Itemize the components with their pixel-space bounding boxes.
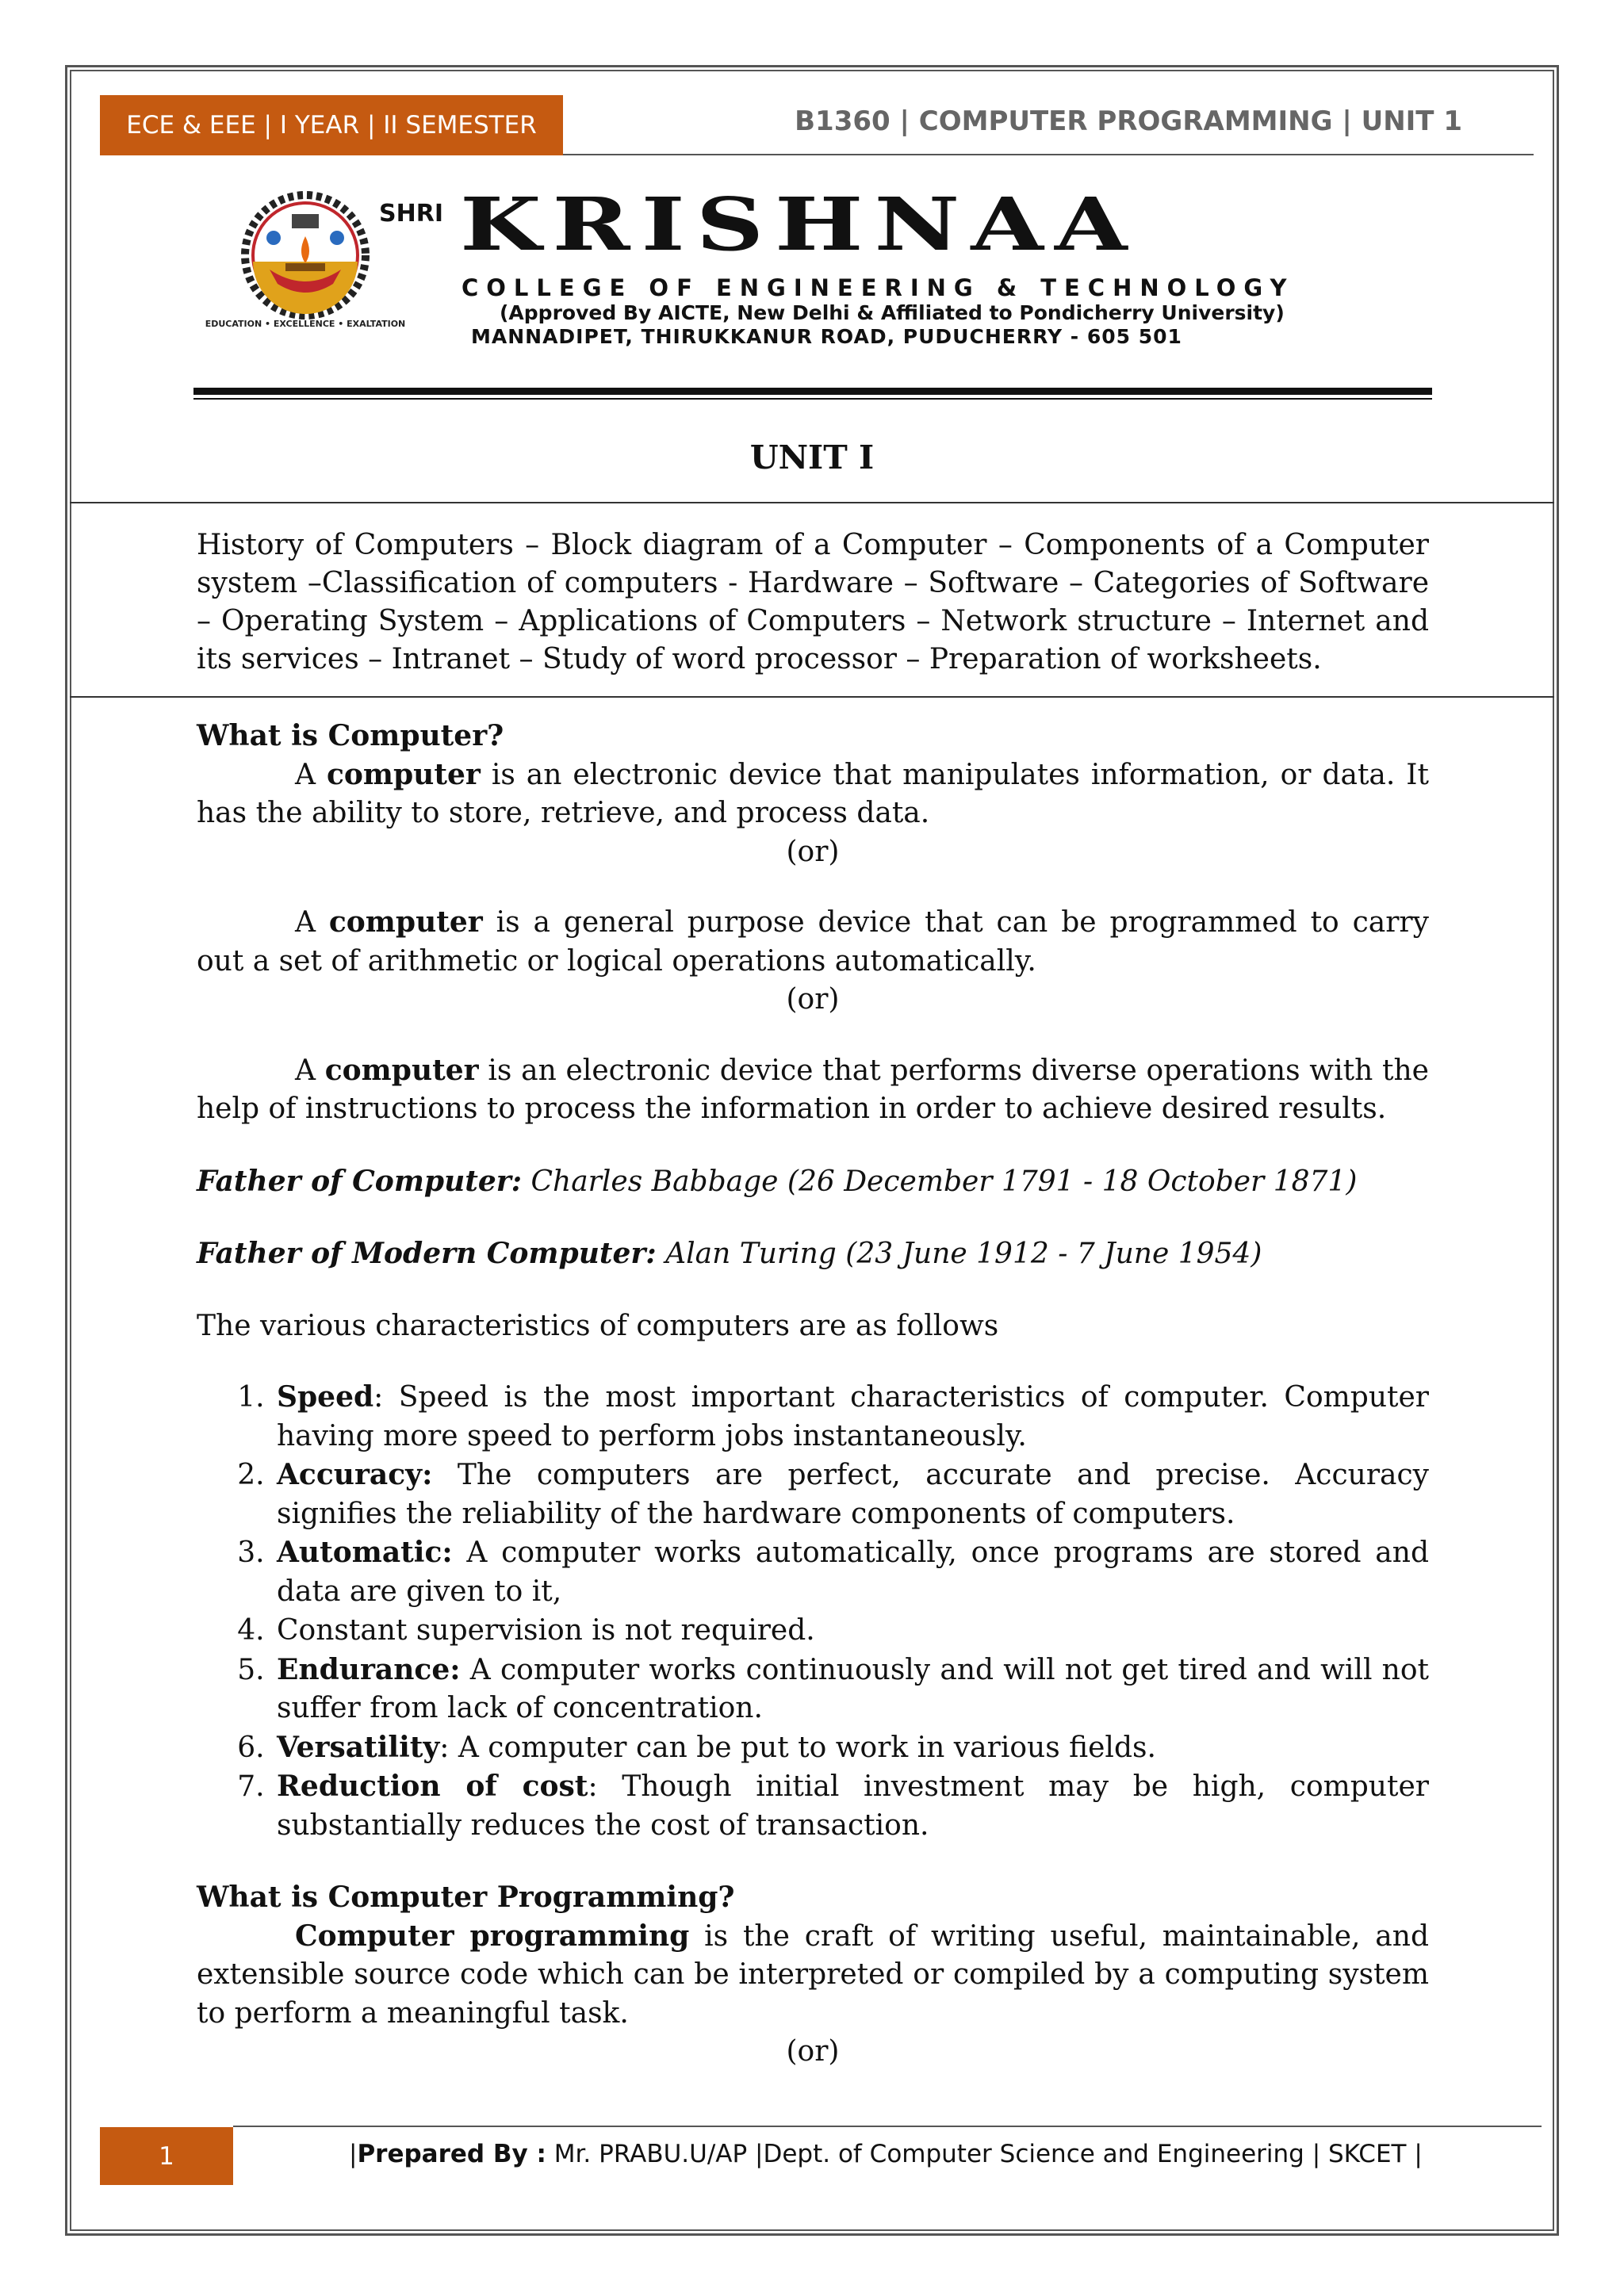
definition-term: computer bbox=[326, 757, 481, 791]
header-semester-text: ECE & EEE | I YEAR | II SEMESTER bbox=[126, 111, 537, 140]
list-item: 4. Constant supervision is not required. bbox=[274, 1611, 1429, 1651]
definition-3: A computer is an electronic device that performs diverse operations with the help of instructions to process the information in order to achieve desired results. bbox=[197, 1053, 1429, 1125]
list-item: 2. Accuracy: The computers are perfect, accurate and precise. Accuracy signifies the reliability of the hardware components of computers. bbox=[274, 1456, 1429, 1533]
page-number-tab bbox=[100, 2127, 233, 2185]
list-item: 7. Reduction of cost: Though initial investment may be high, computer substantially reduces the cost of transaction. bbox=[274, 1767, 1429, 1845]
seal-motto: EDUCATION • EXCELLENCE • EXALTATION bbox=[205, 319, 406, 329]
page-number: 1 bbox=[159, 2141, 174, 2171]
college-subtitle: COLLEGE OF ENGINEERING & TECHNOLOGY bbox=[462, 274, 1295, 301]
section-divider-top bbox=[70, 502, 1554, 503]
unit-title: UNIT I bbox=[749, 438, 875, 476]
syllabus-text: History of Computers – Block diagram of a Computer – Components of a Computer system –Classification of computers - Hardware – Software – Categories of Software – Operating System – Applications of Computers – Network structure – Internet and its services – Intranet – Study of word processor – Preparation of worksheets. bbox=[197, 529, 1429, 675]
definition-term: Computer programming bbox=[295, 1919, 690, 1953]
college-approval: (Approved By AICTE, New Delhi & Affiliated to Pondicherry University) bbox=[500, 301, 1285, 324]
programming-definition: Computer programming is the craft of writing useful, maintainable, and extensible source code which can be interpreted or compiled by a computing system to perform a meaningful task. bbox=[197, 1919, 1429, 2030]
header-course-title: B1360 | COMPUTER PROGRAMMING | UNIT 1 bbox=[795, 105, 1462, 137]
main-content bbox=[197, 717, 1429, 2072]
footer-credits: |Prepared By : Mr. PRABU.U/AP |Dept. of Computer Science and Engineering | SKCET | bbox=[349, 2140, 1423, 2168]
banner-thick-rule bbox=[193, 388, 1432, 395]
heading-what-is-computer: What is Computer? bbox=[197, 719, 504, 752]
father-of-computer: Father of Computer: Charles Babbage (26 December 1791 - 18 October 1871) bbox=[197, 1164, 1358, 1198]
list-item: 1. Speed: Speed is the most important characteristics of computer. Computer having more speed to perform jobs instantaneously. bbox=[274, 1378, 1429, 1456]
heading-what-is-programming: What is Computer Programming? bbox=[197, 1881, 735, 1914]
definition-2: A computer is a general purpose device that can be programmed to carry out a set of arithmetic or logical operations automatically. bbox=[197, 905, 1429, 978]
or-separator: (or) bbox=[786, 983, 840, 1016]
college-prefix: SHRI bbox=[379, 200, 443, 228]
header-rule bbox=[563, 154, 1534, 155]
list-item: 5. Endurance: A computer works continuously and will not get tired and will not suffer from lack of concentration. bbox=[274, 1651, 1429, 1728]
definition-term: computer bbox=[324, 1053, 479, 1087]
list-item: 3. Automatic: A computer works automatically, once programs are stored and data are given to it, bbox=[274, 1533, 1429, 1611]
footer-rule bbox=[233, 2126, 1542, 2127]
college-address: MANNADIPET, THIRUKKANUR ROAD, PUDUCHERRY - 605 501 bbox=[471, 325, 1182, 348]
list-item: 6. Versatility: A computer can be put to work in various fields. bbox=[274, 1728, 1429, 1768]
characteristics-list bbox=[197, 1378, 1429, 1845]
characteristics-intro: The various characteristics of computers are as follows bbox=[197, 1309, 999, 1342]
section-divider-bottom bbox=[70, 696, 1554, 698]
college-name: KRISHNAA bbox=[460, 181, 1139, 267]
or-separator: (or) bbox=[786, 2035, 840, 2068]
prepared-by-label: Prepared By : bbox=[357, 2140, 546, 2168]
or-separator: (or) bbox=[786, 835, 840, 868]
definition-term: computer bbox=[328, 905, 483, 939]
header-semester-tab bbox=[100, 95, 563, 155]
father-of-modern-computer: Father of Modern Computer: Alan Turing (23 June 1912 - 7 June 1954) bbox=[197, 1237, 1262, 1270]
definition-1: A computer is an electronic device that manipulates information, or data. It has the ability to store, retrieve, and process data. bbox=[197, 757, 1429, 829]
prepared-by-value: Mr. PRABU.U/AP |Dept. of Computer Science and Engineering | SKCET | bbox=[546, 2140, 1423, 2168]
banner-thin-rule bbox=[193, 398, 1432, 400]
